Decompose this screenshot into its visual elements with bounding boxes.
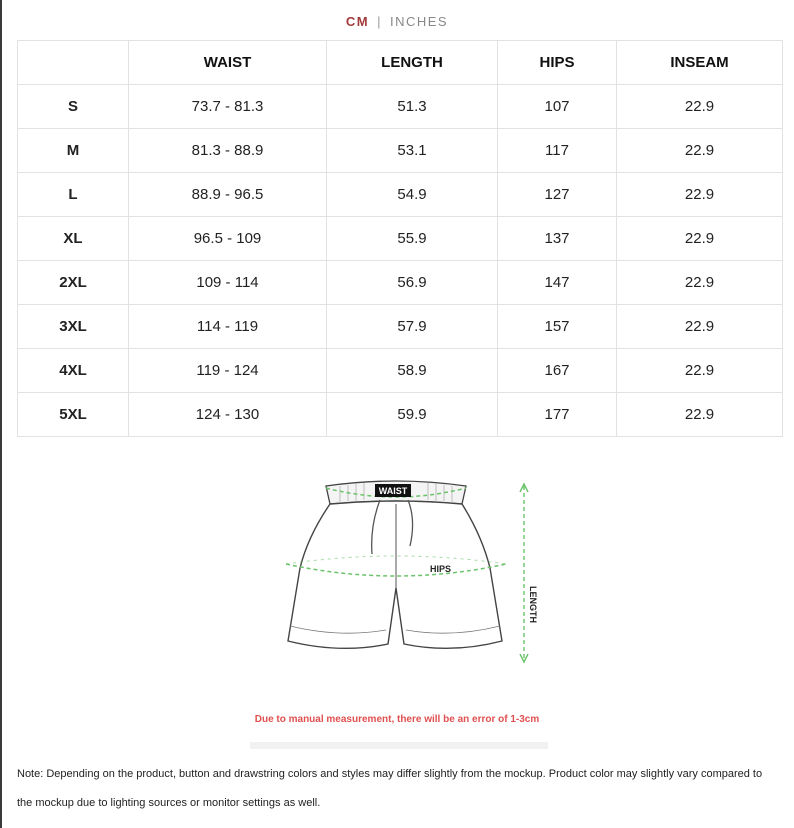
header-length: LENGTH [327, 41, 498, 85]
unit-inches-button[interactable]: INCHES [389, 14, 449, 29]
length-value: 59.9 [327, 393, 498, 437]
waist-value: 109 - 114 [129, 261, 327, 305]
size-label: M [18, 129, 129, 173]
product-note: Note: Depending on the product, button and drawstring colors and styles may differ slightly from the mockup. Product color may slightly vary compared to the mockup due to lighting sources or monitor settings as well. [17, 768, 763, 809]
shorts-illustration [270, 476, 560, 676]
unit-cm-button[interactable]: CM [345, 14, 370, 29]
hips-value: 117 [498, 129, 617, 173]
window-left-edge [0, 0, 2, 828]
table-row [18, 173, 783, 217]
table-row [18, 305, 783, 349]
header-inseam: INSEAM [617, 41, 783, 85]
table-row [18, 393, 783, 437]
waist-value: 119 - 124 [129, 349, 327, 393]
hips-value: 167 [498, 349, 617, 393]
inseam-value: 22.9 [617, 217, 783, 261]
size-label: 4XL [18, 349, 129, 393]
unit-toggle [0, 14, 794, 29]
inseam-value: 22.9 [617, 393, 783, 437]
size-label: S [18, 85, 129, 129]
header-hips: HIPS [498, 41, 617, 85]
hips-label: HIPS [430, 564, 452, 574]
length-value: 51.3 [327, 85, 498, 129]
shorts-measurement-diagram [270, 476, 560, 676]
inseam-value: 22.9 [617, 261, 783, 305]
length-value: 58.9 [327, 349, 498, 393]
hips-value: 177 [498, 393, 617, 437]
length-label: LENGTH [528, 586, 538, 623]
inseam-value: 22.9 [617, 305, 783, 349]
waist-value: 88.9 - 96.5 [129, 173, 327, 217]
waist-value: 81.3 - 88.9 [129, 129, 327, 173]
inseam-value: 22.9 [617, 173, 783, 217]
size-label: 3XL [18, 305, 129, 349]
table-row [18, 217, 783, 261]
table-header-row [18, 41, 783, 85]
length-value: 56.9 [327, 261, 498, 305]
hips-value: 127 [498, 173, 617, 217]
size-label: XL [18, 217, 129, 261]
length-value: 53.1 [327, 129, 498, 173]
header-size [18, 41, 129, 85]
length-value: 57.9 [327, 305, 498, 349]
inseam-value: 22.9 [617, 349, 783, 393]
size-chart-table [17, 40, 783, 437]
header-waist: WAIST [129, 41, 327, 85]
inseam-value: 22.9 [617, 85, 783, 129]
unit-separator: | [377, 14, 382, 29]
hips-value: 137 [498, 217, 617, 261]
size-label: L [18, 173, 129, 217]
waist-value: 73.7 - 81.3 [129, 85, 327, 129]
divider-bar [250, 742, 548, 749]
table-row [18, 85, 783, 129]
table-row [18, 261, 783, 305]
shorts-body [288, 501, 502, 648]
table-row [18, 129, 783, 173]
hips-value: 147 [498, 261, 617, 305]
size-label: 5XL [18, 393, 129, 437]
waist-label: WAIST [378, 486, 408, 496]
waist-value: 124 - 130 [129, 393, 327, 437]
inseam-value: 22.9 [617, 129, 783, 173]
length-value: 55.9 [327, 217, 498, 261]
table-row [18, 349, 783, 393]
hips-value: 157 [498, 305, 617, 349]
size-label: 2XL [18, 261, 129, 305]
waist-value: 114 - 119 [129, 305, 327, 349]
measurement-error-note: Due to manual measurement, there will be an error of 1-3cm [254, 714, 540, 725]
length-value: 54.9 [327, 173, 498, 217]
hips-value: 107 [498, 85, 617, 129]
waist-value: 96.5 - 109 [129, 217, 327, 261]
